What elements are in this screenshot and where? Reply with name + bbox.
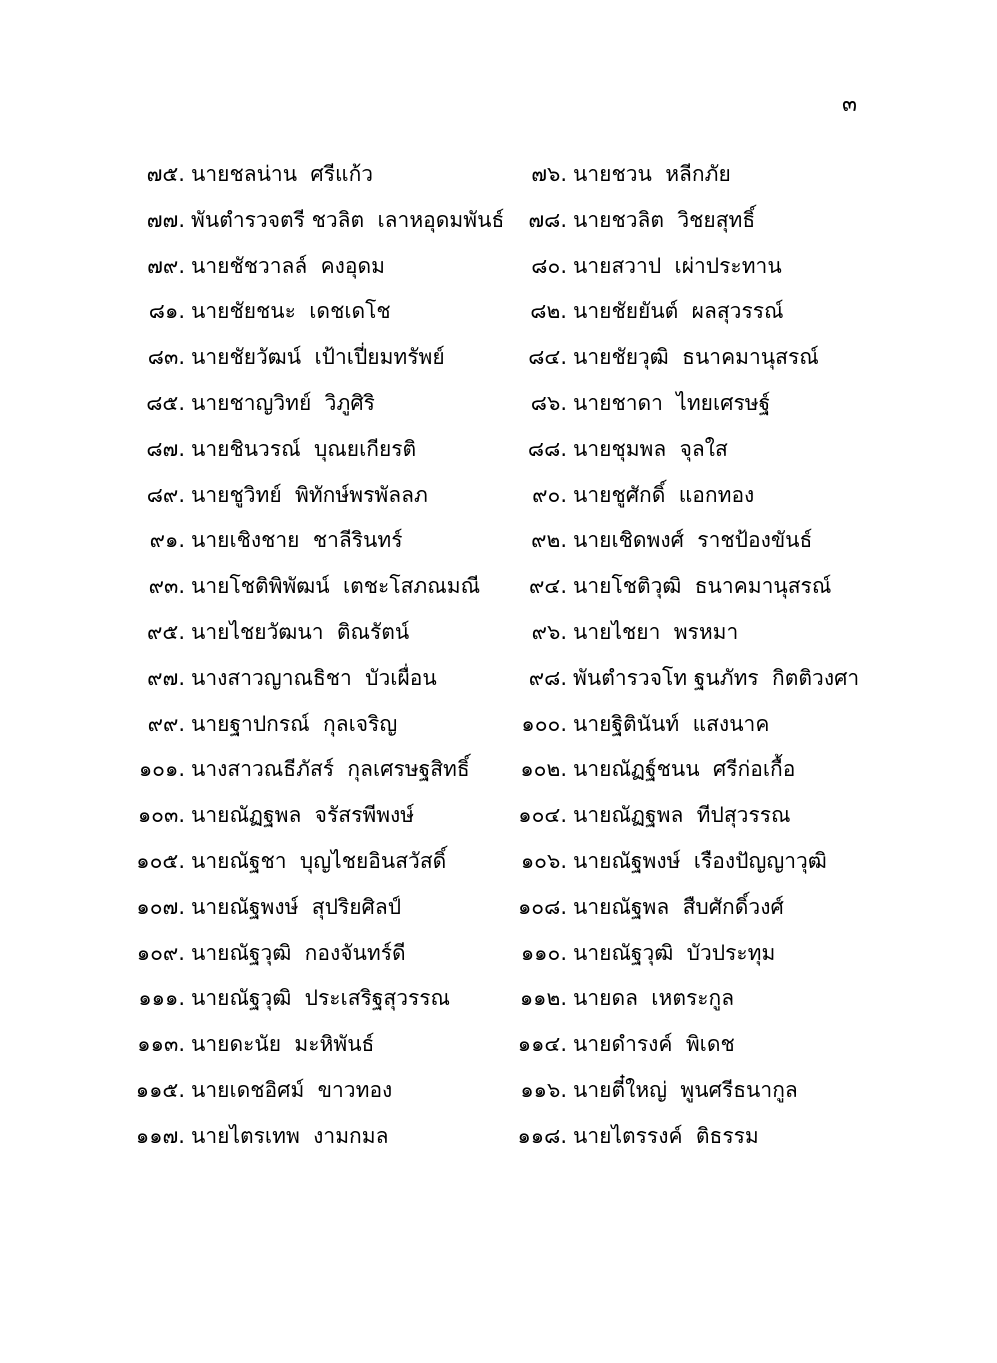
member-name: นายณัฐวุฒิ บัวประทุม xyxy=(573,940,776,965)
item-number: ๘๒. xyxy=(530,299,567,324)
item-number: ๑๐๐. xyxy=(521,711,567,736)
member-name: นายชัยยันต์ ผลสุวรรณ์ xyxy=(573,299,784,324)
list-item xyxy=(420,473,754,519)
item-number: ๗๕. xyxy=(146,162,185,186)
item-number: ๑๑๘. xyxy=(517,1123,567,1148)
list-row xyxy=(0,518,997,564)
list-item xyxy=(0,610,409,656)
member-name: นายชลน่าน ศรีแก้ว xyxy=(191,162,374,186)
list-item xyxy=(420,1068,798,1114)
item-number: ๙๔. xyxy=(529,574,567,599)
item-number: ๑๐๑. xyxy=(138,757,185,782)
list-item xyxy=(0,976,450,1022)
member-name: นายชินวรณ์ บุณยเกียรติ xyxy=(191,436,417,461)
item-number: ๘๘. xyxy=(527,436,567,461)
list-item xyxy=(420,839,827,885)
list-row xyxy=(0,198,997,244)
item-number: ๑๐๙. xyxy=(136,940,185,965)
member-name: นายณัฐพงษ์ เรืองปัญญาวุฒิ xyxy=(573,848,827,873)
list-row xyxy=(0,1068,997,1114)
item-number: ๗๗. xyxy=(146,207,185,232)
list-item xyxy=(0,244,385,290)
member-name: นายชาญวิทย์ วิภูศิริ xyxy=(191,390,375,415)
item-number: ๑๑๕. xyxy=(135,1077,185,1102)
item-number: ๙๑. xyxy=(149,528,185,553)
list-item xyxy=(420,976,734,1022)
member-name: นายชวลิต วิชยสุทธิ์ xyxy=(573,207,756,232)
member-name: นายณัฏฐพล จรัสรพีพงษ์ xyxy=(191,803,415,828)
item-number: ๑๑๑. xyxy=(138,986,185,1011)
list-row xyxy=(0,839,997,885)
list-item xyxy=(0,747,470,793)
list-item xyxy=(0,152,373,198)
list-item xyxy=(420,1022,735,1068)
list-row xyxy=(0,381,997,427)
member-name: นายณัฏฐพล ทีปสุวรรณ xyxy=(573,803,791,828)
item-number: ๑๐๓. xyxy=(137,803,185,828)
item-number: ๙๖. xyxy=(531,619,567,644)
list-item xyxy=(420,564,831,610)
member-name: นายสวาป เผ่าประทาน xyxy=(573,253,782,278)
member-name: พันตำรวจตรี ชวลิต เลาหอุดมพันธ์ xyxy=(191,207,505,232)
member-name: นายณัฐพงษ์ สุปริยศิลป์ xyxy=(191,894,402,919)
list-item xyxy=(420,610,738,656)
list-item xyxy=(0,931,406,977)
list-item xyxy=(0,381,375,427)
list-item xyxy=(420,1114,759,1160)
list-item xyxy=(420,702,769,748)
list-item xyxy=(0,885,401,931)
member-name: นายเดชอิศม์ ขาวทอง xyxy=(191,1077,393,1102)
list-item xyxy=(420,427,728,473)
member-name: นายชาดา ไทยเศรษฐ์ xyxy=(573,390,771,415)
page-number: ๓ xyxy=(842,92,858,117)
member-name: นายชวน หลีกภัย xyxy=(573,162,731,186)
item-number: ๙๒. xyxy=(531,528,567,553)
member-name: นายโชติพิพัฒน์ เตชะโสภณมณี xyxy=(191,574,481,599)
list-item xyxy=(0,793,414,839)
list-item xyxy=(0,473,428,519)
item-number: ๗๙. xyxy=(147,253,185,278)
member-name: นายดล เหตระกูล xyxy=(573,986,735,1011)
item-number: ๘๐. xyxy=(531,253,567,278)
item-number: ๑๐๒. xyxy=(520,757,567,782)
member-name: นายชูวิทย์ พิทักษ์พรพัลลภ xyxy=(191,482,428,507)
member-name: นายชัยชนะ เดชเดโช xyxy=(191,299,391,324)
item-number: ๘๙. xyxy=(146,482,185,507)
member-name: นายโชติวุฒิ ธนาคมานุสรณ์ xyxy=(573,574,832,599)
list-item xyxy=(420,289,783,335)
list-item xyxy=(420,931,775,977)
list-row xyxy=(0,976,997,1022)
item-number: ๘๗. xyxy=(146,436,185,461)
item-number: ๑๑๐. xyxy=(520,940,567,965)
item-number: ๑๐๔. xyxy=(518,803,567,828)
list-row xyxy=(0,931,997,977)
member-name: นายณัฏฐ์ชนน ศรีก่อเกื้อ xyxy=(573,757,796,782)
item-number: ๗๖. xyxy=(531,162,567,186)
item-number: ๑๑๔. xyxy=(517,1032,567,1057)
list-item xyxy=(420,152,731,198)
list-item xyxy=(0,1114,388,1160)
item-number: ๙๕. xyxy=(147,619,185,644)
list-item xyxy=(420,381,770,427)
list-row xyxy=(0,564,997,610)
item-number: ๙๘. xyxy=(528,665,567,690)
member-name: นายณัฐพล สืบศักดิ์วงศ์ xyxy=(573,894,784,919)
member-name: นายชัยวัฒน์ เป้าเปี่ยมทรัพย์ xyxy=(191,345,445,370)
member-name: นายไตรเทพ งามกมล xyxy=(191,1123,389,1148)
list-row xyxy=(0,335,997,381)
member-name: นายณัฐวุฒิ กองจันทร์ดี xyxy=(191,940,406,965)
list-row xyxy=(0,244,997,290)
item-number: ๙๙. xyxy=(147,711,185,736)
list-item xyxy=(0,1022,374,1068)
list-item xyxy=(420,656,859,702)
list-row xyxy=(0,427,997,473)
list-item xyxy=(420,518,812,564)
list-item xyxy=(0,289,391,335)
list-row xyxy=(0,289,997,335)
list-row xyxy=(0,747,997,793)
item-number: ๗๘. xyxy=(528,207,567,232)
list-item xyxy=(0,839,446,885)
list-item xyxy=(420,244,782,290)
member-name: นายเชิดพงศ์ ราชป้องขันธ์ xyxy=(573,528,813,553)
item-number: ๙๓. xyxy=(148,574,185,599)
item-number: ๑๐๗. xyxy=(136,894,185,919)
member-name: นายชัยวุฒิ ธนาคมานุสรณ์ xyxy=(573,345,819,370)
item-number: ๙๐. xyxy=(532,482,567,507)
list-item xyxy=(420,335,819,381)
item-number: ๘๑. xyxy=(148,299,185,324)
list-row xyxy=(0,793,997,839)
list-item xyxy=(0,335,445,381)
item-number: ๑๐๘. xyxy=(517,894,567,919)
list-item xyxy=(0,564,480,610)
list-row xyxy=(0,152,997,198)
name-list xyxy=(0,152,997,1160)
member-name: นางสาวณธีภัสร์ กุลเศรษฐสิทธิ์ xyxy=(191,757,470,782)
list-row xyxy=(0,610,997,656)
member-name: นางสาวญาณธิชา บัวเผื่อน xyxy=(191,665,437,690)
item-number: ๑๐๕. xyxy=(136,848,185,873)
member-name: นายเชิงชาย ชาลีรินทร์ xyxy=(191,528,403,553)
member-name: นายไชยา พรหมา xyxy=(573,619,739,644)
item-number: ๑๑๖. xyxy=(520,1077,567,1102)
member-name: นายชุมพล จุลใส xyxy=(573,436,728,461)
list-item xyxy=(0,656,437,702)
member-name: นายตี๋ใหญ่ พูนศรีธนากูล xyxy=(573,1077,798,1102)
item-number: ๑๐๖. xyxy=(520,848,567,873)
member-name: นายณัฐชา บุญไชยอินสวัสดิ์ xyxy=(191,848,447,873)
list-item xyxy=(0,1068,392,1114)
member-name: นายไชยวัฒนา ติณรัตน์ xyxy=(191,619,410,644)
list-row xyxy=(0,656,997,702)
member-name: พันตำรวจโท ฐนภัทร กิตติวงศา xyxy=(573,665,860,690)
item-number: ๑๑๓. xyxy=(137,1032,185,1057)
list-item xyxy=(420,793,791,839)
item-number: ๑๑๒. xyxy=(519,986,567,1011)
member-name: นายชูศักดิ์ แอกทอง xyxy=(573,482,755,507)
list-row xyxy=(0,1022,997,1068)
item-number: ๘๕. xyxy=(146,390,185,415)
list-item xyxy=(0,702,397,748)
item-number: ๘๓. xyxy=(147,345,185,370)
member-name: นายไตรรงค์ ติธรรม xyxy=(573,1123,759,1148)
list-item xyxy=(0,518,403,564)
list-row xyxy=(0,885,997,931)
list-item xyxy=(0,427,416,473)
member-name: นายฐิตินันท์ แสงนาค xyxy=(573,711,770,736)
member-name: นายณัฐวุฒิ ประเสริฐสุวรรณ xyxy=(191,986,451,1011)
list-row xyxy=(0,1114,997,1160)
member-name: นายชัชวาลล์ คงอุดม xyxy=(191,253,386,278)
list-item xyxy=(420,885,784,931)
member-name: นายดำรงค์ พิเดช xyxy=(573,1032,735,1057)
item-number: ๘๔. xyxy=(528,345,567,370)
list-item xyxy=(420,747,795,793)
member-name: นายฐาปกรณ์ กุลเจริญ xyxy=(191,711,398,736)
member-name: นายดะนัย มะหิพันธ์ xyxy=(191,1032,375,1057)
list-row xyxy=(0,473,997,519)
list-row xyxy=(0,702,997,748)
item-number: ๘๖. xyxy=(530,390,567,415)
list-item xyxy=(420,198,755,244)
item-number: ๑๑๗. xyxy=(135,1123,185,1148)
item-number: ๙๗. xyxy=(147,665,185,690)
